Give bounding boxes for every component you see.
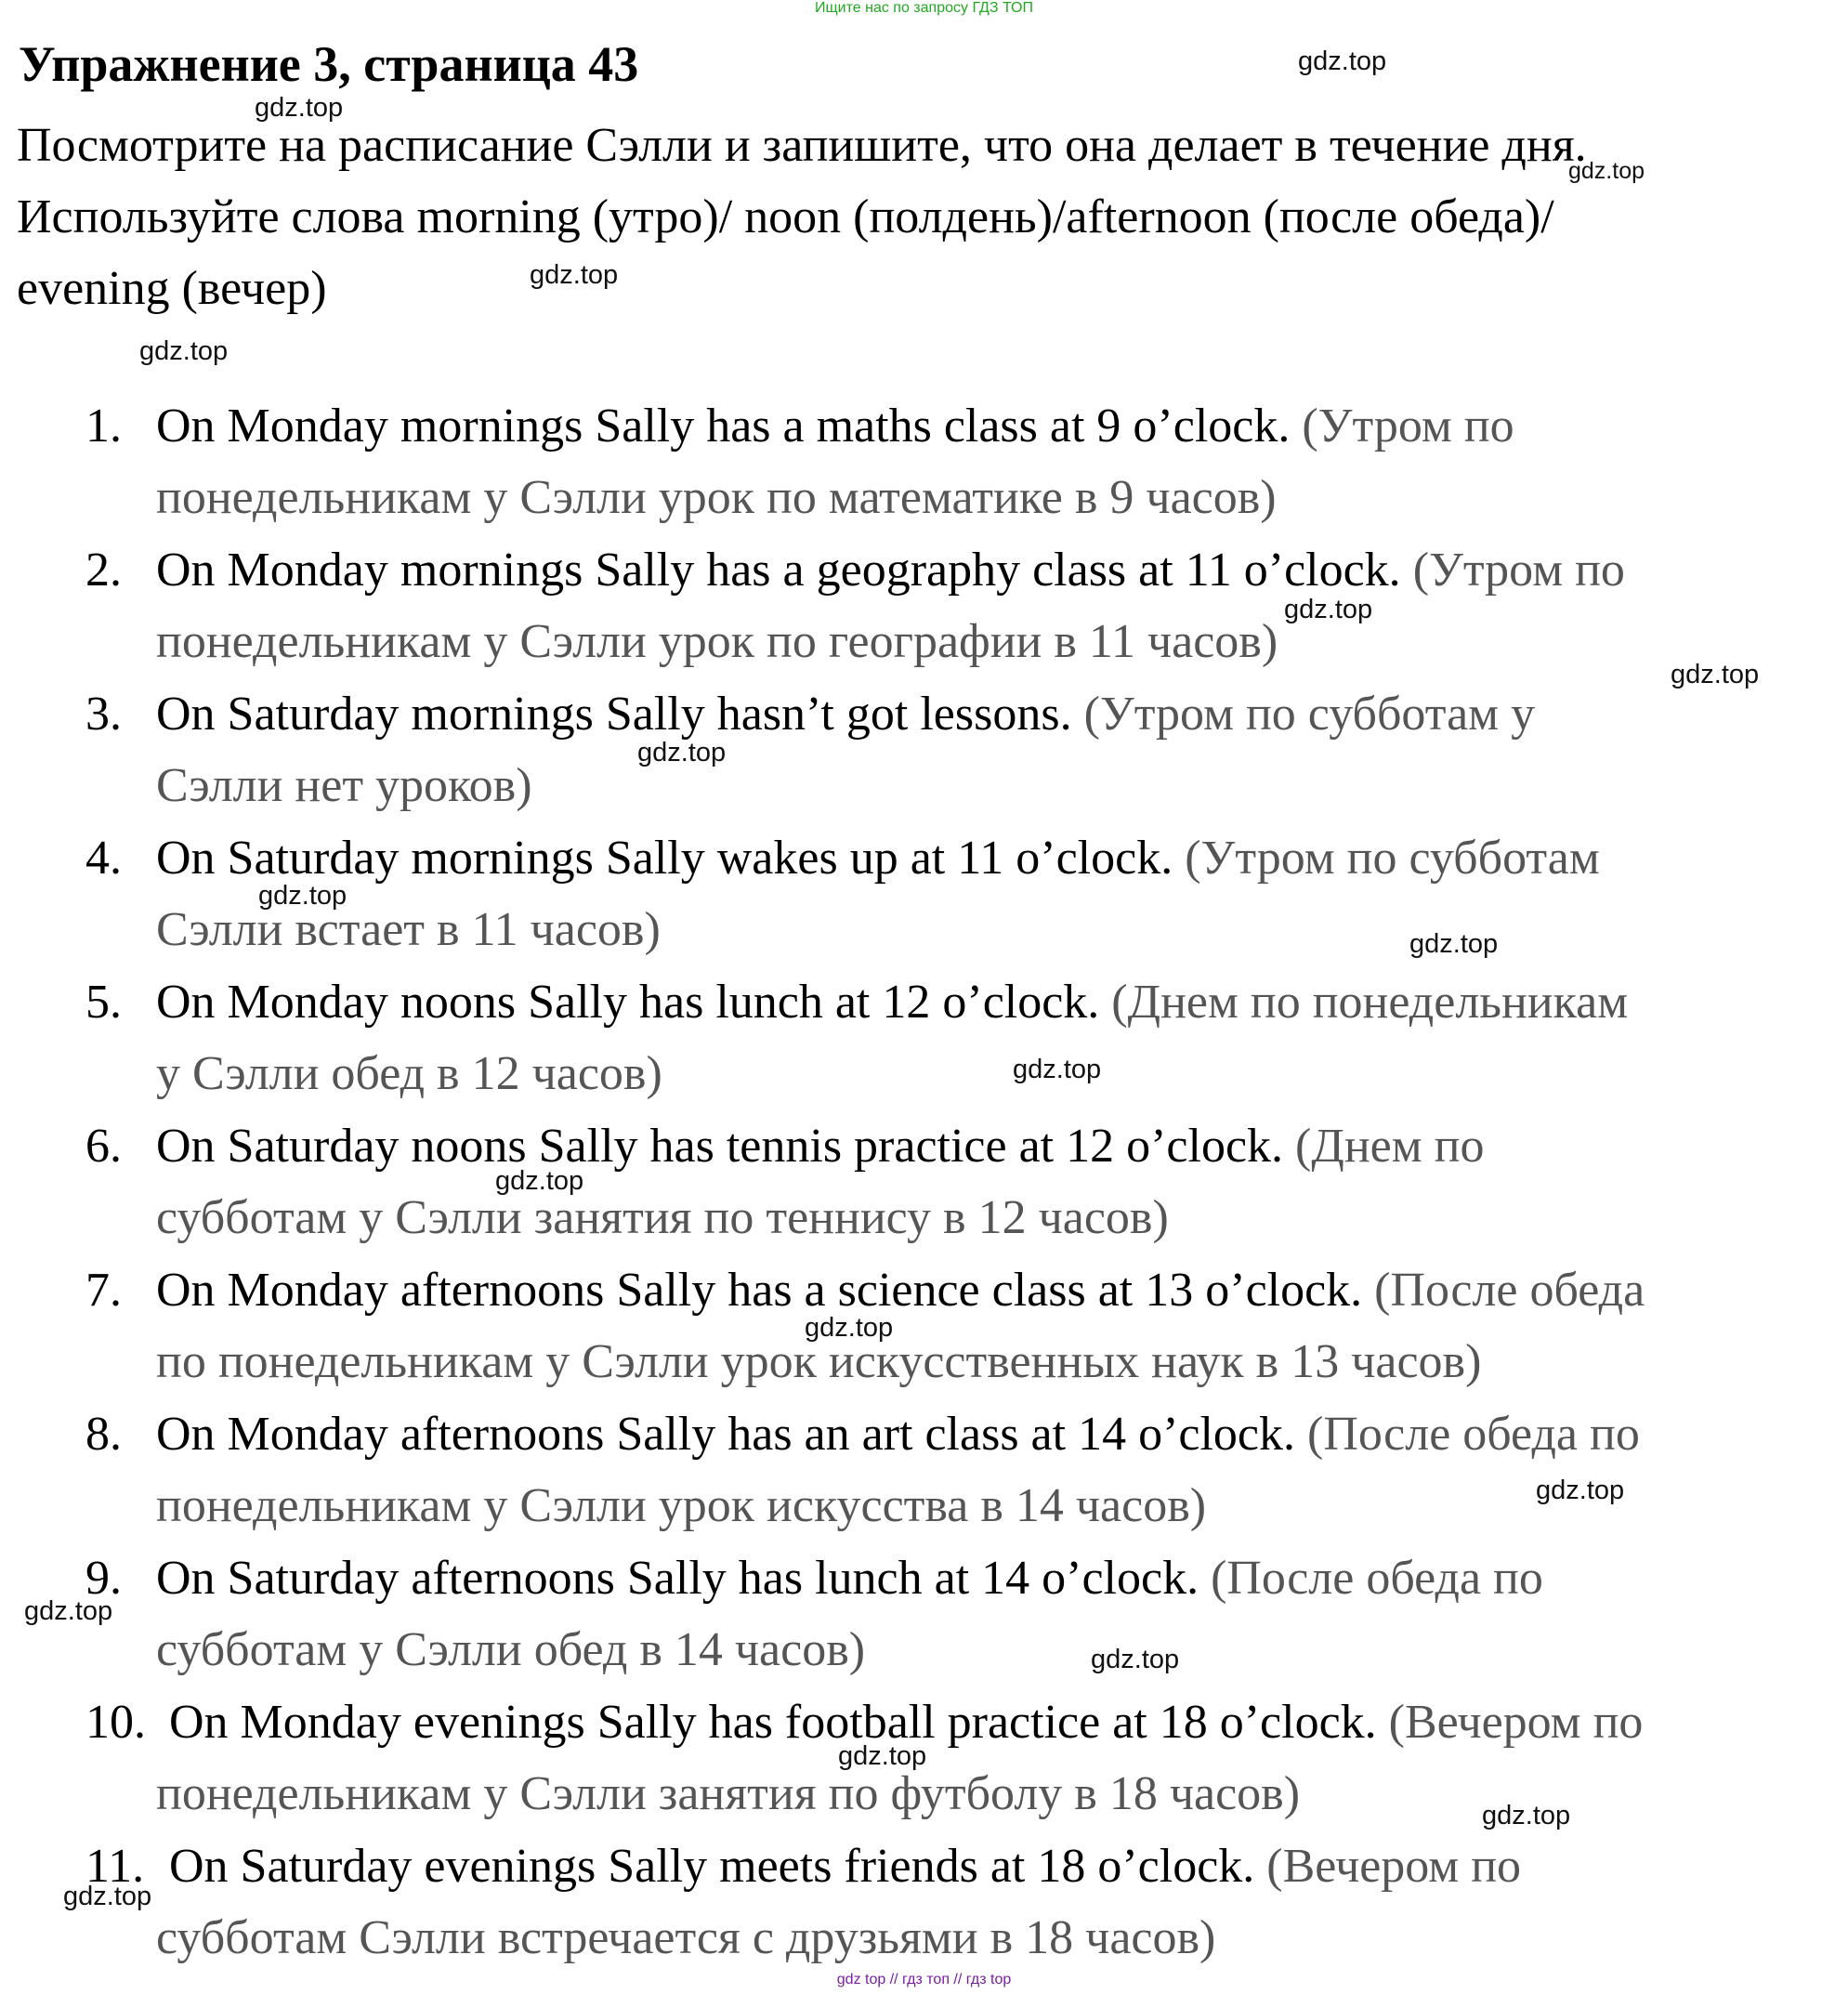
watermark: gdz.top [1298,46,1387,76]
watermark: gdz.top [530,260,619,290]
watermark: gdz.top [495,1166,584,1196]
item-english: On Saturday mornings Sally wakes up at 11 o’clock. [156,832,1173,885]
item-number: 2. [85,544,122,597]
item-body [156,1398,1847,1541]
answer-item-3 [0,678,1848,822]
item-body [156,1686,1847,1830]
item-body [156,390,1847,533]
item-number: 3. [85,688,122,741]
item-english: On Monday afternoons Sally has an art class at 14 o’clock. [156,1408,1296,1461]
item-body [156,1254,1847,1397]
answer-item-6 [0,1110,1848,1254]
item-translation-end: субботам у Сэлли обед в 14 часов) [156,1623,866,1676]
item-translation-start: (После обеда [1374,1264,1645,1317]
answer-item-1 [0,390,1848,534]
item-translation-end: понедельникам у Сэлли урок по географии в 11 часов) [156,615,1278,668]
item-translation-start: (Утром по [1412,544,1625,597]
item-english: On Saturday mornings Sally hasn’t got lessons. [156,688,1072,741]
watermark: gdz.top [1482,1801,1571,1830]
answer-item-2 [0,534,1848,678]
watermark: gdz.top [24,1596,113,1626]
watermark: gdz.top [637,738,727,767]
item-number: 11. [85,1840,145,1893]
watermark: gdz.top [1284,595,1373,624]
item-translation-start: (Вечером по [1388,1696,1644,1749]
item-number: 6. [85,1120,122,1173]
item-english: On Saturday evenings Sally meets friends at 18 o’clock. [169,1840,1255,1893]
item-english: On Monday afternoons Sally has a science class at 13 o’clock. [156,1264,1363,1317]
item-body [156,1830,1847,1974]
item-translation-start: (Утром по субботам у [1083,688,1536,741]
watermark: gdz.top [1013,1055,1102,1084]
item-number: 8. [85,1408,122,1461]
item-translation-start: (После обеда по [1307,1408,1640,1461]
instructions-line-3: evening (вечер) [17,262,327,315]
item-body [156,1542,1847,1686]
item-english: On Monday noons Sally has lunch at 12 o’clock. [156,976,1100,1029]
item-number: 9. [85,1552,122,1605]
watermark: gdz.top [258,881,347,911]
watermark: gdz.top [255,93,344,123]
item-translation-start: (После обеда по [1211,1552,1543,1605]
item-number: 4. [85,832,122,885]
item-number: 5. [85,976,122,1029]
page-title: Упражнение 3, страница 43 [19,36,639,92]
item-translation-end: понедельникам у Сэлли урок искусства в 14 часов) [156,1479,1207,1532]
watermark: gdz.top [1568,158,1645,184]
answer-item-11 [0,1830,1848,1974]
item-body [156,534,1847,677]
watermark: gdz.top [805,1313,894,1343]
item-translation-end: по понедельникам у Сэлли урок искусственных наук в 13 часов) [156,1335,1482,1388]
answer-item-5 [0,966,1848,1110]
item-translation-start: (Утром по субботам [1185,832,1600,885]
item-english: On Saturday noons Sally has tennis practice at 12 o’clock. [156,1120,1284,1173]
instructions-line-2: Используйте слова morning (утро)/ noon (полдень)/afternoon (после обеда)/ [17,190,1554,243]
item-translation-start: (Днем по [1295,1120,1485,1173]
item-translation-end: у Сэлли обед в 12 часов) [156,1047,662,1100]
watermark: gdz.top [838,1741,927,1771]
answer-item-9 [0,1542,1848,1686]
item-translation-end: понедельникам у Сэлли занятия по футболу в 18 часов) [156,1767,1301,1820]
item-translation-start: (Днем по понедельникам [1111,976,1629,1029]
item-translation-end: понедельникам у Сэлли урок по математике в 9 часов) [156,471,1277,524]
item-translation-end: Сэлли встает в 11 часов) [156,903,661,956]
item-body [156,678,1847,821]
item-english: On Monday evenings Sally has football practice at 18 o’clock. [169,1696,1377,1749]
item-number: 1. [85,400,122,453]
footer-banner: gdz top // гдз топ // гдз top [836,1972,1012,1987]
watermark: gdz.top [1671,660,1760,689]
item-body [156,966,1847,1109]
item-number: 10. [85,1696,146,1749]
item-translation-start: (Вечером по [1266,1840,1522,1893]
watermark: gdz.top [1409,929,1499,959]
item-english: On Monday mornings Sally has a maths class at 9 o’clock. [156,400,1291,453]
watermark: gdz.top [63,1882,152,1911]
instructions-line-1: Посмотрите на расписание Сэлли и запишите, что она делает в течение дня. [17,119,1587,172]
item-translation-end: Сэлли нет уроков) [156,759,532,812]
item-english: On Saturday afternoons Sally has lunch at 14 o’clock. [156,1552,1199,1605]
watermark: gdz.top [1536,1476,1625,1505]
item-english: On Monday mornings Sally has a geography class at 11 o’clock. [156,544,1401,597]
item-number: 7. [85,1264,122,1317]
watermark: gdz.top [139,336,229,366]
watermark: gdz.top [1091,1645,1180,1674]
task-instructions [17,110,1838,324]
item-body [156,822,1847,965]
answer-item-8 [0,1398,1848,1542]
top-banner: Ищите нас по запросу ГДЗ ТОП [815,0,1033,16]
answer-item-7 [0,1254,1848,1398]
item-translation-end: субботам у Сэлли занятия по теннису в 12 часов) [156,1191,1169,1244]
item-translation-start: (Утром по [1302,400,1514,453]
item-body [156,1110,1847,1253]
item-translation-end: субботам Сэлли встречается с друзьями в 18 часов) [156,1911,1216,1964]
